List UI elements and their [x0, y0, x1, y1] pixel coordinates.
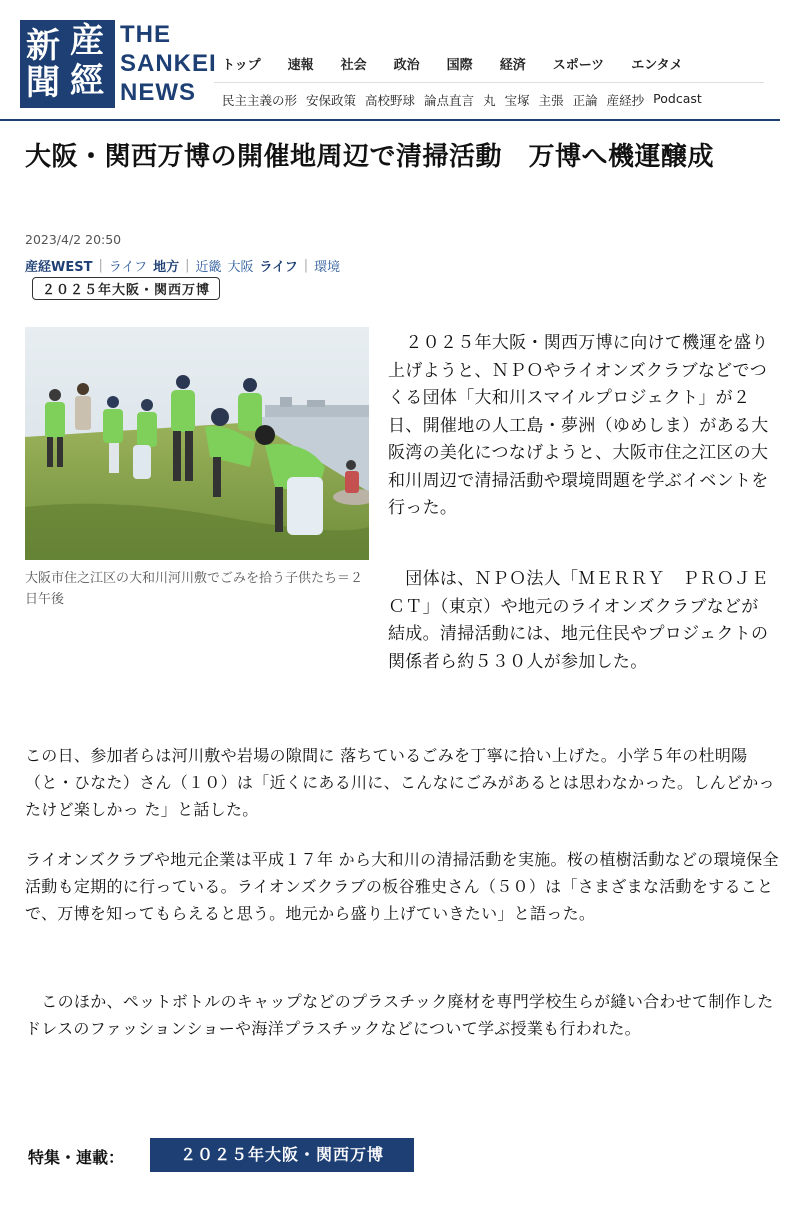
subnav-item[interactable]: 高校野球 — [365, 93, 416, 108]
header-divider — [0, 119, 780, 121]
article-paragraph: このほか、ペットボトルのキャップなどのプラスチック廃材を専門学校生らが縫い合わせて制作したドレスのファッションショーや海洋プラスチックなどについて学ぶ授業も行われた。 — [25, 992, 774, 1038]
article-date: 2023/4/2 20:50 — [25, 232, 122, 247]
subnav-item[interactable]: 宝塚 — [504, 93, 530, 108]
site-header — [0, 0, 800, 122]
category-separator: | — [98, 258, 103, 273]
subnav-item[interactable]: 民主主義の形 — [222, 93, 298, 108]
category-link[interactable]: 環境 — [314, 260, 341, 275]
subnav-item[interactable]: Podcast — [653, 91, 702, 106]
logo-wordmark[interactable] — [120, 20, 217, 107]
feature-label: 特集・連載： — [28, 1148, 125, 1167]
photo-caption: 大阪市住之江区の大和川河川敷でごみを拾う子供たち＝２日午後 — [25, 571, 364, 607]
subnav-item[interactable]: 丸 — [483, 93, 496, 108]
nav-item-economy[interactable]: 経済 — [499, 58, 526, 73]
article-paragraph: ライオンズクラブや地元企業は平成１７年 から大和川の清掃活動を実施。桜の植樹活動などの環境保全活動も定期的に行っている。ライオンズクラブの板谷雅史さん（５０）は「さまざまな活動をすることで、万博を知ってもらえると思う。地元から盛り上げていきたい」と語った。 — [25, 850, 779, 923]
logo-kanji-3: 聞 — [26, 63, 60, 103]
article-paragraph: 団体は、ＮＰＯ法人「ＭＥＲＲＹ ＰＲＯＪＥＣＴ」（東京）や地元のライオンズクラブなどが結成。清掃活動には、地元住民やプロジェクトの関係者ら約５３０人が参加した。 — [388, 569, 769, 672]
category-links — [25, 256, 346, 275]
article-title: 大阪・関西万博の開催地周辺で清掃活動 万博へ機運醸成 — [25, 142, 715, 172]
nav-item-top[interactable]: トップ — [222, 58, 261, 73]
logo-line-news: NEWS — [120, 79, 196, 106]
category-separator: | — [303, 258, 309, 273]
nav-item-sports[interactable]: スポーツ — [552, 58, 605, 73]
sankei-logo[interactable] — [20, 20, 115, 108]
subnav-item[interactable]: 論点直言 — [424, 93, 475, 108]
article-paragraph: この日、参加者らは河川敷や岩場の隙間に 落ちているごみを丁寧に拾い上げた。小学５年の杜明陽（と・ひなた）さん（１０）は「近くにある川に、こんなにごみがあるとは思わなかった。しんどかったけど楽しかっ た」と話した。 — [25, 746, 775, 819]
nav-item-world[interactable]: 国際 — [446, 58, 473, 73]
category-link[interactable]: 近畿 — [195, 260, 222, 275]
category-link[interactable]: 地方 — [153, 260, 180, 275]
article-paragraph: ２０２５年大阪・関西万博に向けて機運を盛り上げようと、ＮＰＯやライオンズクラブなどでつくる団体「大和川スマイルプロジェクト」が２日、開催地の人工島・夢洲（ゆめしま）がある大阪湾の美化につなげようと、大阪市住之江区の大和川周辺で清掃活動や環境問題を学ぶイベントを行った。 — [388, 333, 769, 518]
subnav-item[interactable]: 主張 — [538, 93, 564, 108]
logo-kanji-2: 産 — [70, 21, 104, 61]
nav-item-politics[interactable]: 政治 — [393, 58, 420, 73]
logo-kanji-1: 新 — [26, 26, 60, 66]
nav-divider — [214, 82, 764, 83]
category-link[interactable]: 産経WEST — [25, 260, 93, 275]
subnav-item[interactable]: 正論 — [572, 93, 598, 108]
nav-item-breaking[interactable]: 速報 — [287, 58, 314, 73]
nav-item-society[interactable]: 社会 — [340, 58, 367, 73]
category-link[interactable]: ライフ — [108, 260, 148, 275]
feature-series-button[interactable]: ２０２５年大阪・関西万博 — [150, 1138, 414, 1172]
subnav-item[interactable]: 産経抄 — [606, 93, 645, 108]
subnav-item[interactable]: 安保政策 — [306, 93, 357, 108]
logo-line-sankei: SANKEI — [120, 50, 217, 77]
category-link[interactable]: ライフ — [259, 260, 298, 275]
category-separator: | — [185, 258, 190, 273]
sub-nav — [222, 91, 711, 109]
nav-item-entertainment[interactable]: エンタメ — [631, 58, 683, 73]
logo-kanji-4: 經 — [70, 61, 104, 101]
category-link[interactable]: 大阪 — [227, 260, 254, 275]
topic-tag[interactable]: ２０２５年大阪・関西万博 — [32, 277, 220, 300]
article-photo — [25, 327, 369, 560]
logo-line-the: THE — [120, 21, 171, 48]
main-nav — [222, 54, 710, 73]
